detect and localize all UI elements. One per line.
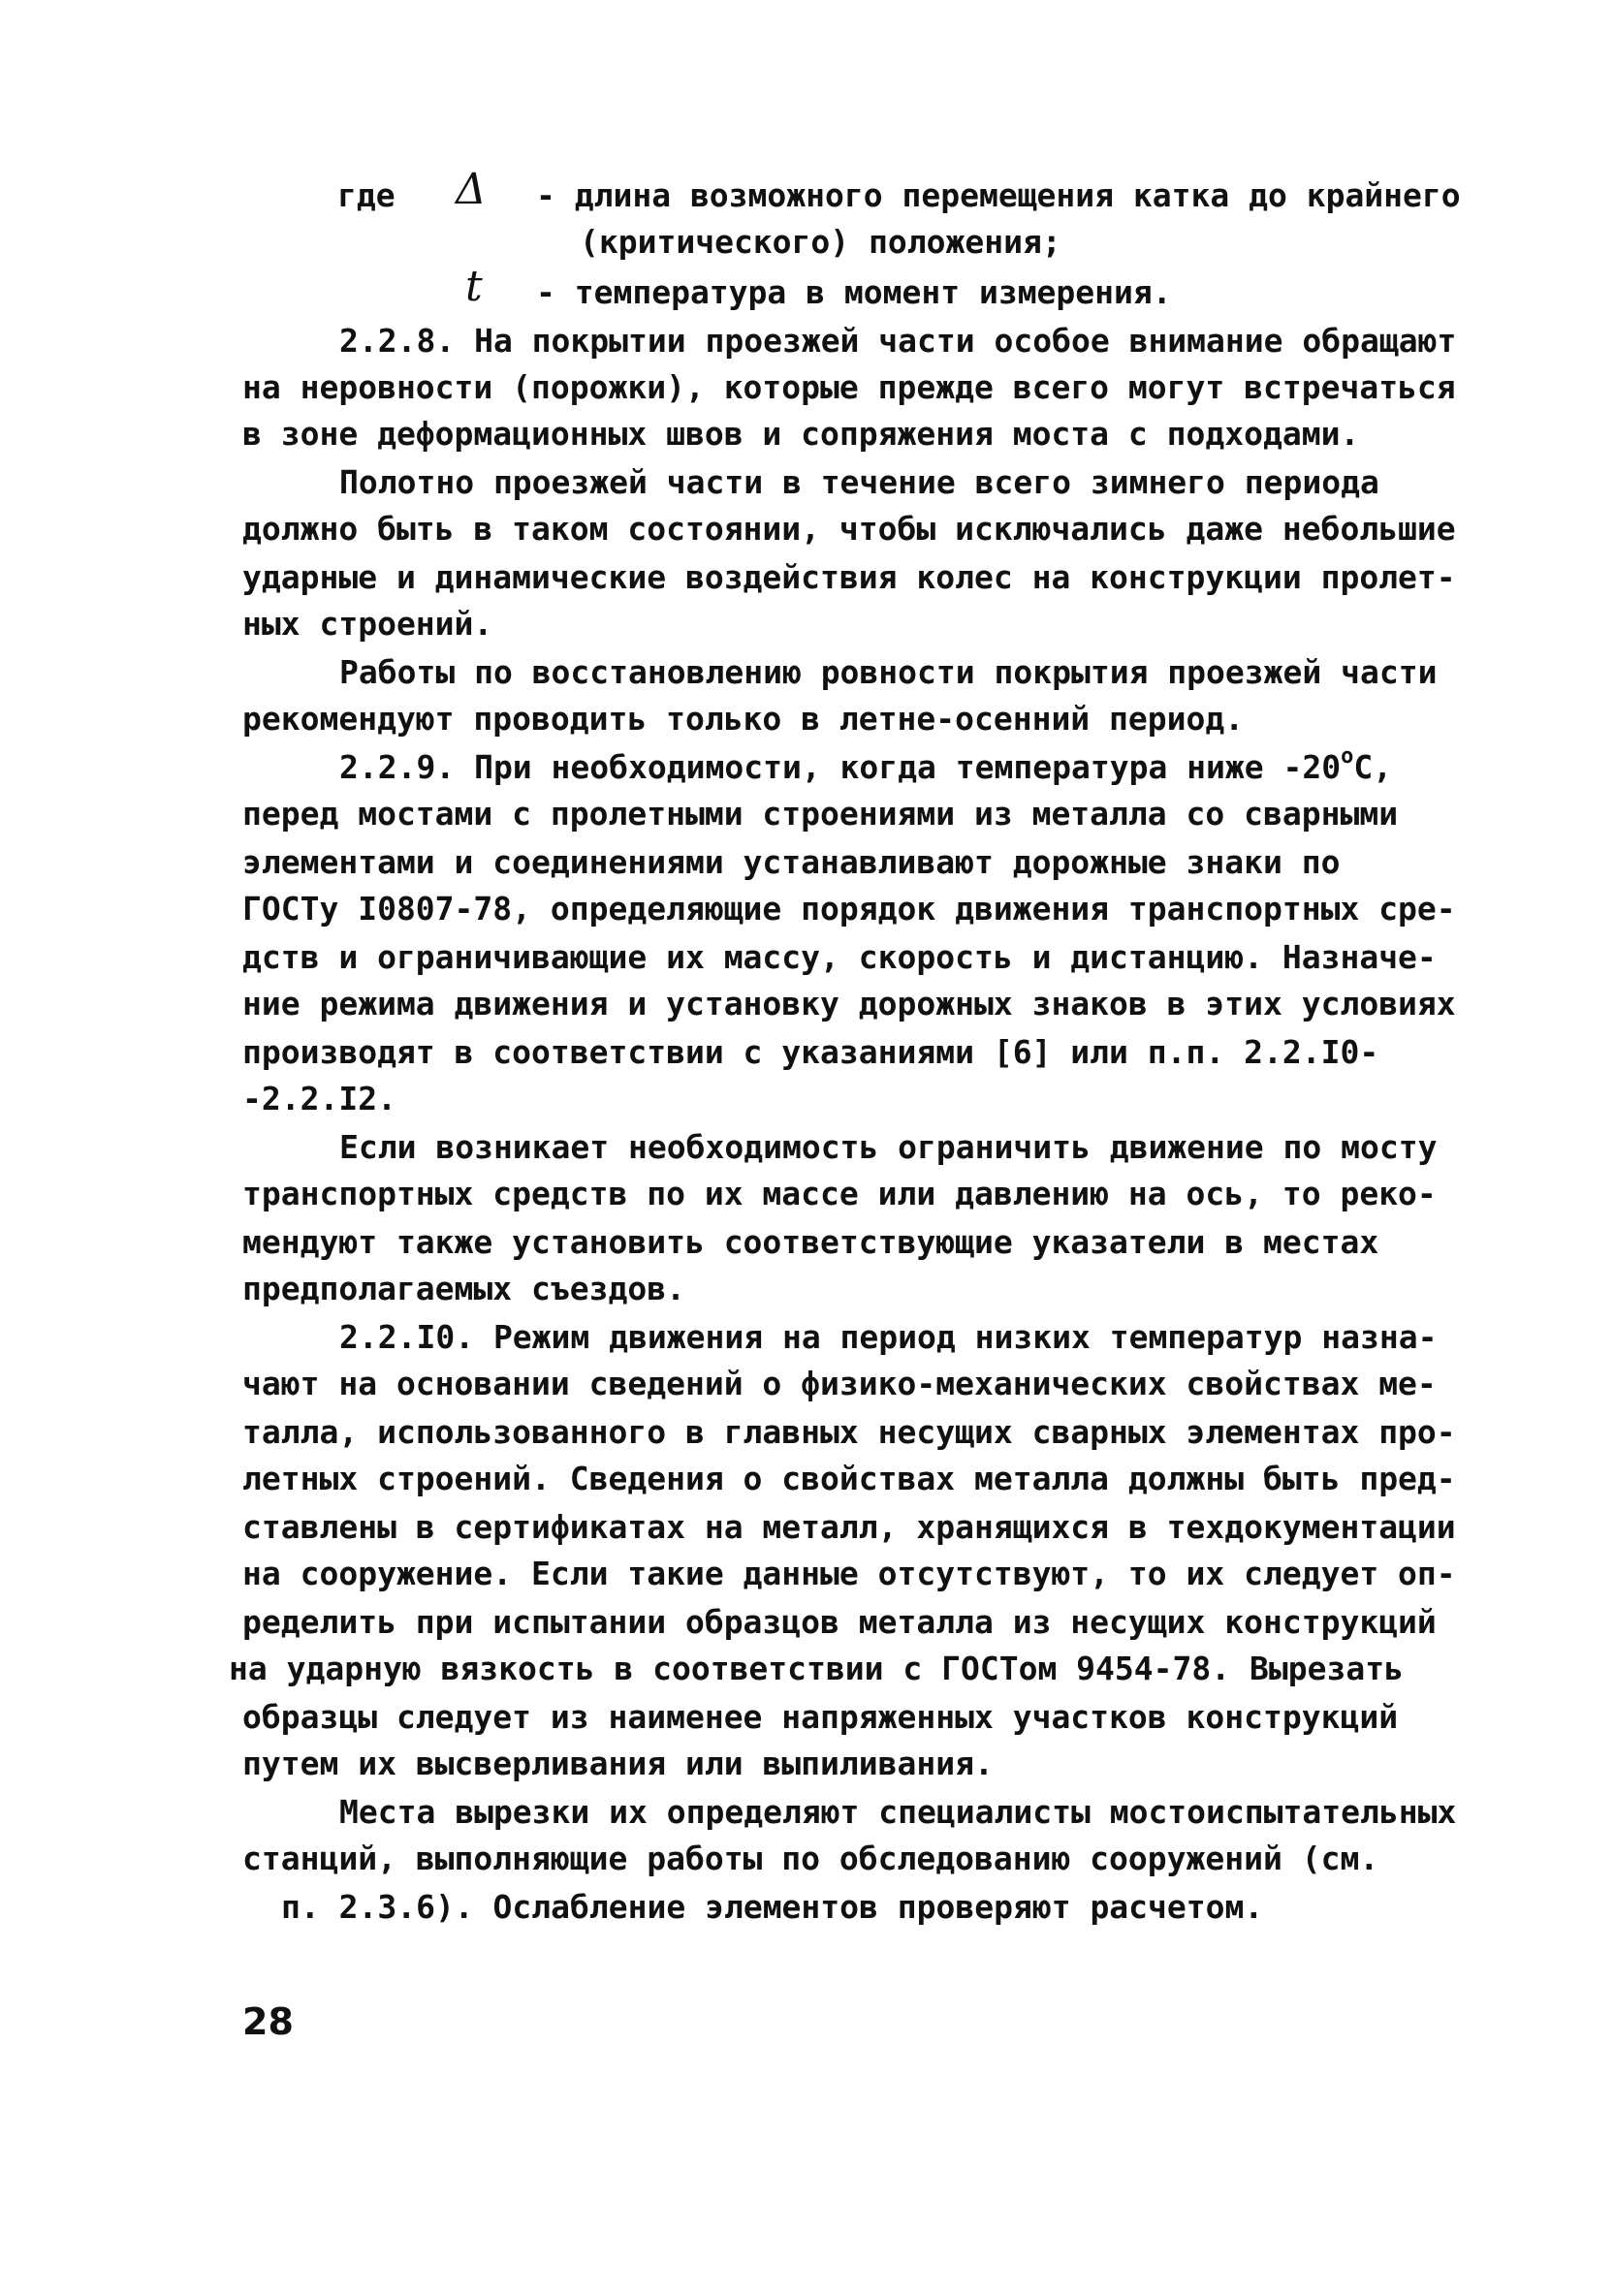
text-line: талла, использованного в главных несущих сварных элементах про-	[242, 1413, 1456, 1451]
text-line: чают на основании сведений о физико-механических свойствах ме-	[242, 1365, 1437, 1402]
text-line: должно быть в таком состоянии, чтобы исключались даже небольшие	[242, 510, 1456, 548]
where-word: где	[337, 176, 396, 214]
page-number: 28	[242, 2000, 294, 2043]
degree-superscript: о	[1341, 744, 1354, 769]
text-line: 2.2.8. На покрытии проезжей части особое внимание обращают	[339, 322, 1457, 360]
t-symbol: t	[465, 262, 483, 311]
text-line: производят в соответствии с указаниями [6] или п.п. 2.2.I0-	[242, 1033, 1379, 1071]
text-line: путем их высверливания или выпиливания.	[242, 1745, 994, 1782]
text-line: станций, выполняющие работы по обследованию сооружений (см.	[242, 1840, 1379, 1877]
text-line: ных строений.	[242, 605, 493, 643]
text-line: предполагаемых съездов.	[242, 1270, 685, 1307]
text-line: мендуют также установить соответствующие указатели в местах	[242, 1223, 1379, 1261]
text-line: Полотно проезжей части в течение всего зимнего периода	[339, 463, 1379, 501]
text-line: на сооружение. Если такие данные отсутствуют, то их следует оп-	[242, 1555, 1456, 1592]
text-line: Если возникает необходимость ограничить движение по мосту	[339, 1128, 1438, 1166]
t-definition: - температура в момент измерения.	[536, 273, 1172, 311]
text-line: дств и ограничивающие их массу, скорость и дистанцию. Назначе-	[242, 938, 1437, 976]
delta-definition: - длина возможного перемещения катка до крайнего	[536, 176, 1461, 214]
delta-definition-cont: (критического) положения;	[580, 223, 1061, 261]
text-line: -2.2.I2.	[242, 1080, 396, 1117]
text-line: ние режима движения и установку дорожных знаков в этих условиях	[242, 985, 1456, 1022]
text-line: ГОСТу I0807-78, определяющие порядок движения транспортных сре-	[242, 890, 1456, 928]
text-line: на неровности (порожки), которые прежде всего могут встречаться	[242, 368, 1456, 406]
text-line: п. 2.3.6). Ослабление элементов проверяют расчетом.	[281, 1888, 1264, 1926]
text-line: перед мостами с пролетными строениями из металла со сварными	[242, 795, 1399, 833]
degree-unit: С,	[1353, 748, 1393, 786]
text-line: Работы по восстановлению ровности покрытия проезжей части	[339, 653, 1438, 691]
text-line: транспортных средств по их массе или давлению на ось, то реко-	[242, 1175, 1437, 1212]
text-line: Места вырезки их определяют специалисты мостоиспытательных	[339, 1793, 1457, 1831]
text-line: 2.2.I0. Режим движения на период низких температур назна-	[339, 1318, 1438, 1356]
delta-symbol: Δ	[456, 165, 487, 214]
text-line: элементами и соединениями устанавливают дорожные знаки по	[242, 843, 1341, 881]
text-line: летных строений. Сведения о свойствах металла должны быть пред-	[242, 1460, 1456, 1497]
text-line-with-degree	[339, 744, 1392, 791]
text-line: 2.2.9. При необходимости, когда температура ниже -20	[339, 748, 1342, 786]
text-line: ставлены в сертификатах на металл, хранящихся в техдокументации	[242, 1508, 1456, 1546]
text-line: ределить при испытании образцов металла из несущих конструкций	[242, 1603, 1437, 1641]
text-line: в зоне деформационных швов и сопряжения моста с подходами.	[242, 415, 1360, 453]
text-line: рекомендуют проводить только в летне-осенний период.	[242, 700, 1245, 738]
text-line: ударные и динамические воздействия колес на конструкции пролет-	[242, 558, 1456, 596]
text-line: на ударную вязкость в соответствии с ГОСТом 9454-78. Вырезать	[229, 1650, 1404, 1687]
text-line: образцы следует из наименее напряженных участков конструкций	[242, 1698, 1399, 1736]
